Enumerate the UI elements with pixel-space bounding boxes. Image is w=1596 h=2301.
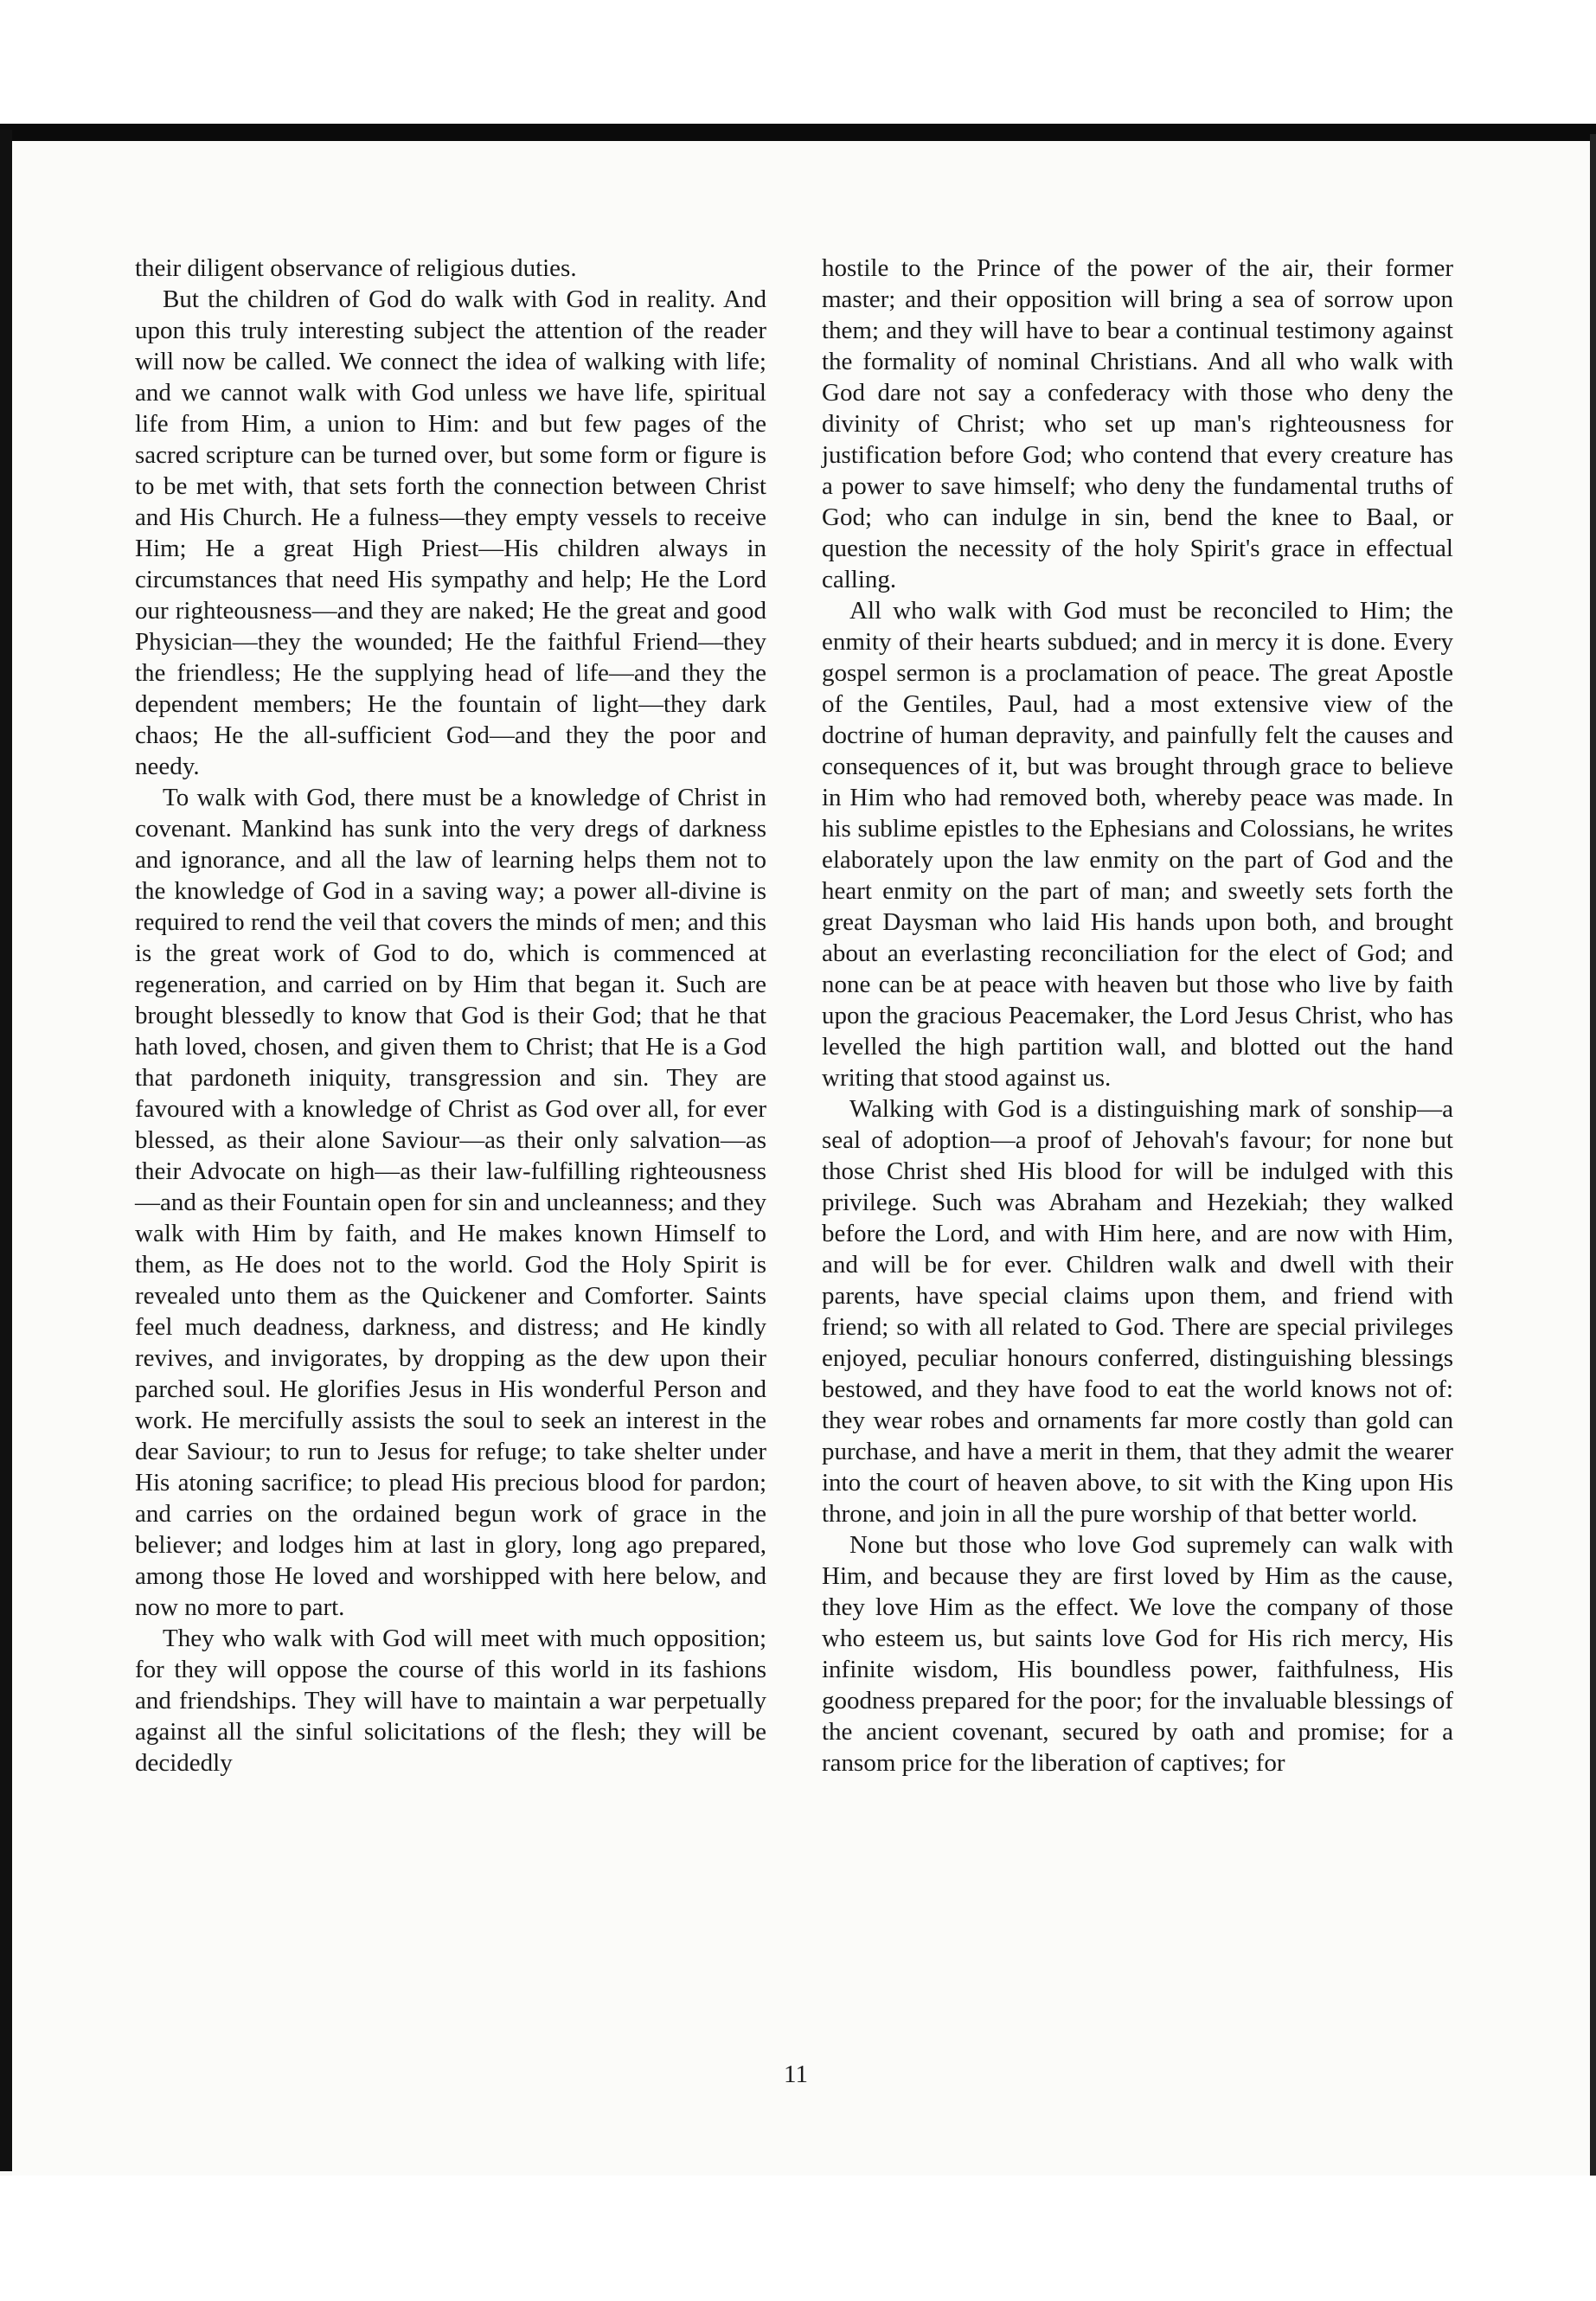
right-column [822, 253, 1453, 1779]
paragraph: hostile to the Prince of the power of the air, their former master; and their opposition will bring a sea of sorrow upon them; and they will have to bear a continual testimony against the formality of nominal Christians. And all who walk with God dare not say a confederacy with those who deny the divinity of Christ; who set up man's righteousness for justification before God; who contend that every creature has a power to save himself; who deny the fundamental truths of God; who can indulge in sin, bend the knee to Baal, or question the necessity of the holy Spirit's grace in effectual calling. [822, 254, 1453, 593]
scan-edge-right [1590, 134, 1596, 2184]
paragraph: All who walk with God must be reconciled to Him; the enmity of their hearts subdued; and in mercy it is done. Every gospel sermon is a proclamation of peace. The great Apostle of the Gentiles, Paul, had a most extensive view of the doctrine of human depravity, and painfully felt the causes and consequences of it, but was brought through grace to believe in Him who had removed both, whereby peace was made. In his sublime epistles to the Ephesians and Colossians, he writes elaborately upon the law enmity on the part of God and the heart enmity on the part of man; and sweetly sets forth the great Daysman who laid His hands upon both, and brought about an everlasting reconciliation for the elect of God; and none can be at peace with heaven but those who live by faith upon the gracious Peacemaker, the Lord Jesus Christ, who has levelled the high partition wall, and blotted out the hand writing that stood against us. [822, 597, 1453, 1092]
scan-edge-left [0, 130, 12, 2171]
scan-margin-top [0, 0, 1596, 125]
scan-margin-bottom [0, 2176, 1596, 2301]
paragraph: They who walk with God will meet with much opposition; for they will oppose the course of this world in its fashions and friendships. They will have to maintain a war perpetually against all the sinful solicitations of the flesh; they will be decidedly [135, 1625, 766, 1777]
paragraph: Walking with God is a distinguishing mark of sonship—a seal of adoption—a proof of Jehovah's favour; for none but those Christ shed His blood for will be indulged with this privilege. Such was Abraham and Hezekiah; they walked before the Lord, and with Him here, and are now with Him, and will be for ever. Children walk and dwell with their parents, have special claims upon them, and friend with friend; so with all related to God. There are special privileges enjoyed, peculiar honours conferred, distinguishing blessings bestowed, and they have food to eat the world knows not of: they wear robes and ornaments far more costly than gold can purchase, and have a merit in them, that they admit the wearer into the court of heaven above, to sit with the King upon His throne, and join in all the pure worship of that better world. [822, 1095, 1453, 1528]
left-column [135, 253, 766, 1779]
paragraph: their diligent observance of religious duties. [135, 254, 577, 282]
paragraph: To walk with God, there must be a knowledge of Christ in covenant. Mankind has sunk into the very dregs of darkness and ignorance, and all the law of learning helps them not to the knowledge of God in a saving way; a power all-divine is required to rend the veil that covers the minds of men; and this is the great work of God to do, which is commenced at regeneration, and carried on by Him that began it. Such are brought blessedly to know that God is their God; that he that hath loved, chosen, and given them to Christ; that He is a God that pardoneth iniquity, transgression and sin. They are favoured with a knowledge of Christ as God over all, for ever blessed, as their alone Saviour—as their only salvation—as their Advocate on high—as their law-fulfilling righteousness—and as their Fountain open for sin and uncleanness; and they walk with Him by faith, and He makes known Himself to them, as He does not to the world. God the Holy Spirit is revealed unto them as the Quickener and Comforter. Saints feel much deadness, darkness, and distress; and He kindly revives, and invigorates, by dropping as the dew upon their parched soul. He glorifies Jesus in His wonderful Person and work. He mercifully assists the soul to seek an interest in the dear Saviour; to run to Jesus for refuge; to take shelter under His atoning sacrifice; to plead His precious blood for pardon; and carries on the ordained begun work of grace in the believer; and lodges him at last in glory, long ago prepared, among those He loved and worshipped with here below, and now no more to part. [135, 784, 766, 1621]
scan-edge-bar [0, 124, 1596, 141]
paragraph: But the children of God do walk with God in reality. And upon this truly interesting subject the attention of the reader will now be called. We connect the idea of walking with life; and we cannot walk with God unless we have life, spiritual life from Him, a union to Him: and but few pages of the sacred scripture can be turned over, but some form or figure is to be met with, that sets forth the connection between Christ and His Church. He a fulness—they empty vessels to receive Him; He a great High Priest—His children always in circumstances that need His sympathy and help; He the Lord our righteousness—and they are naked; He the great and good Physician—they the wounded; He the faithful Friend—they the friendless; He the supplying head of life—and they the dependent members; He the fountain of light—they dark chaos; He the all-sufficient God—and they the poor and needy. [135, 285, 766, 780]
page-number: 11 [784, 2061, 808, 2088]
paragraph: None but those who love God supremely can walk with Him, and because they are first loved by Him as the cause, they love Him as the effect. We love the company of those who esteem us, but saints love God for His rich mercy, His infinite wisdom, His boundless power, faithfulness, His goodness prepared for the poor; for the invaluable blessings of the ancient covenant, secured by oath and promise; for a ransom price for the liberation of captives; for [822, 1531, 1453, 1777]
